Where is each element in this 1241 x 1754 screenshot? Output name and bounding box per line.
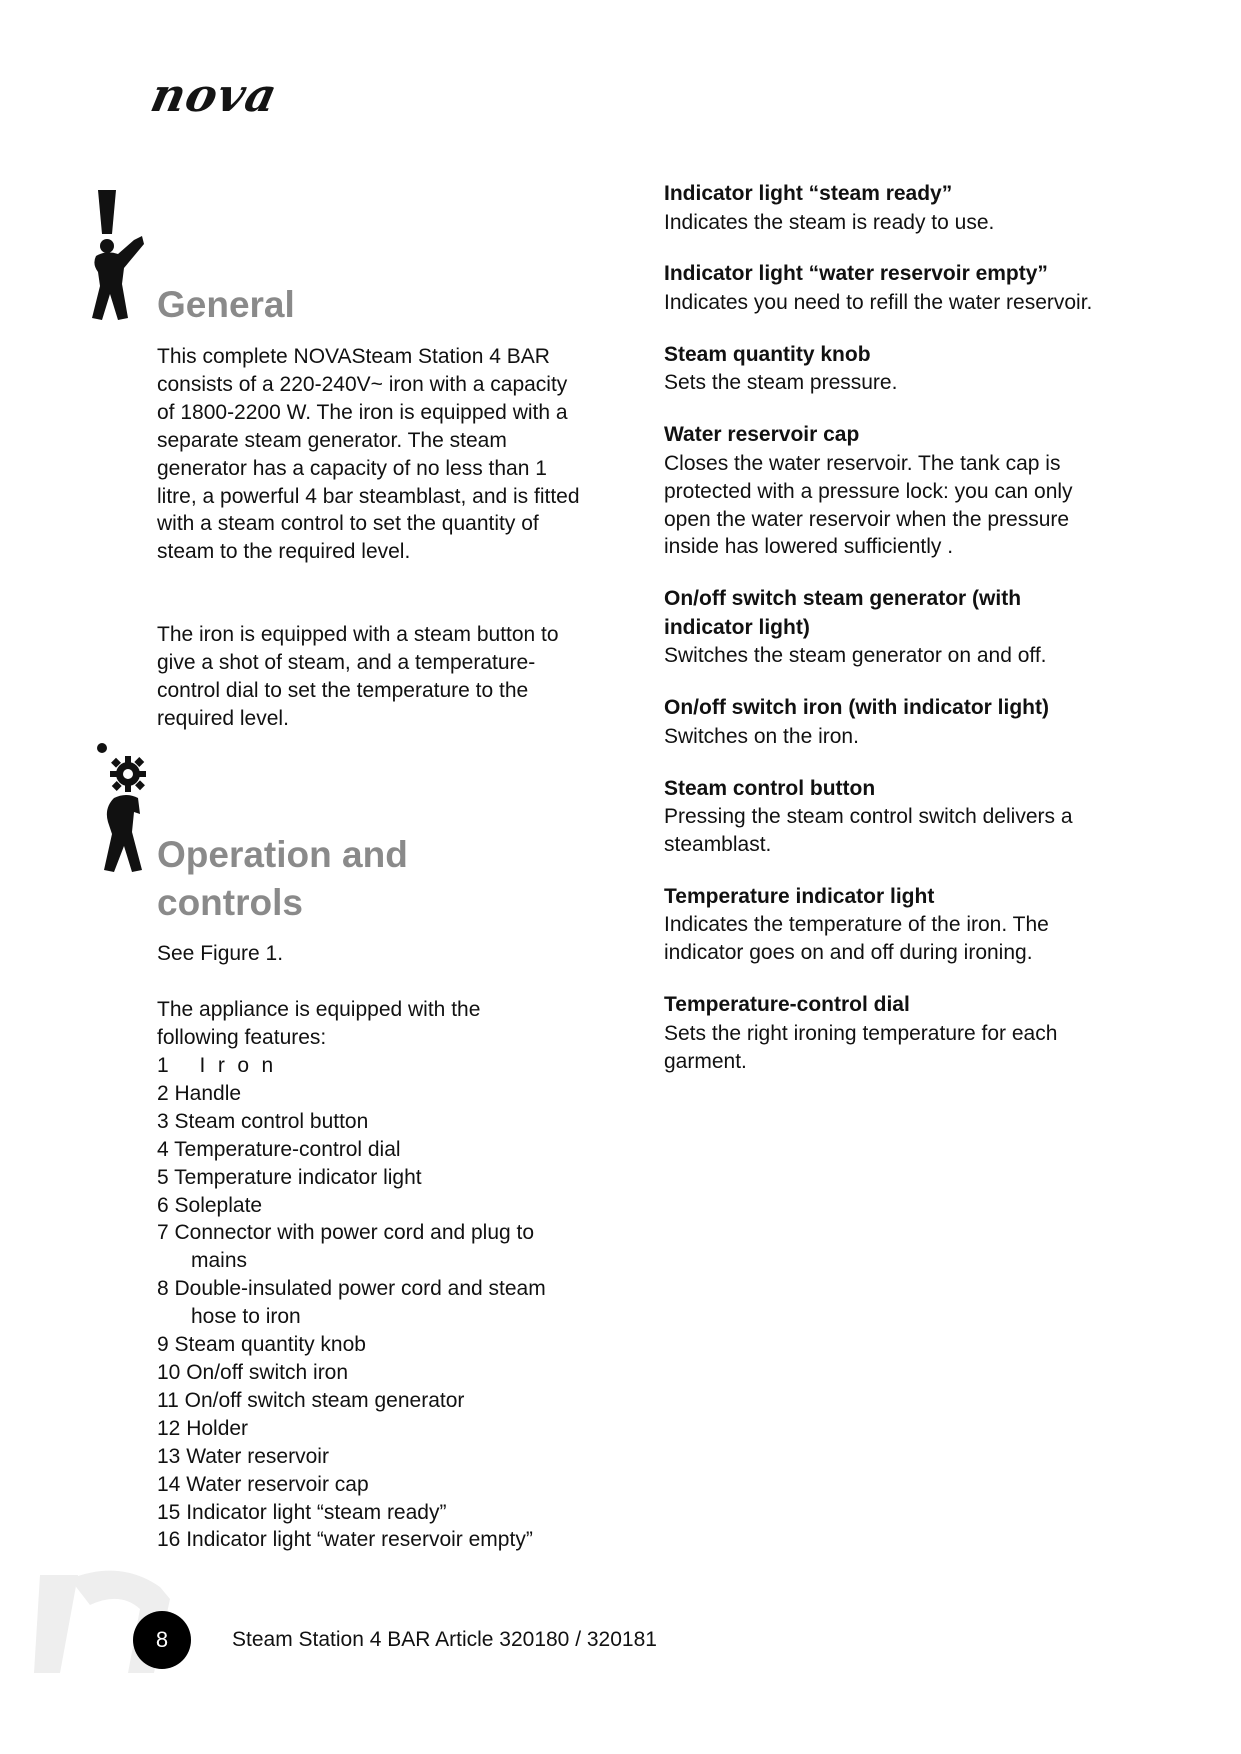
list-item: 16 Indicator light “water reservoir empty”	[157, 1528, 533, 1552]
list-item: 10 On/off switch iron	[157, 1360, 349, 1384]
entry-iron-switch	[664, 694, 1104, 750]
list-item: 13 Water reservoir	[157, 1444, 329, 1468]
general-paragraph-1: This complete NOVASteam Station 4 BAR consists of a 220-240V~ iron with a capacity of 1800-2200 W. The iron is equipped with a separate steam generator. The steam generator has a capacity of no less than 1 litre, a powerful 4 bar steamblast, and is fitted with a steam control to set the quantity of steam to the required level.	[157, 345, 580, 564]
entry-title: Indicator light “steam ready”	[664, 182, 953, 205]
entry-title: Water reservoir cap	[664, 423, 860, 447]
entry-description: Closes the water reservoir. The tank cap is protected with a pressure lock: you can only open the water reservoir when the pressure inside has lowered sufficiently .	[664, 451, 1073, 559]
list-item: 12 Holder	[157, 1416, 249, 1440]
entry-title: Temperature-control dial	[664, 993, 910, 1017]
list-item: 8 Double-insulated power cord and steam hose to iron	[157, 1277, 546, 1329]
entry-steam-control-button	[664, 775, 1104, 859]
entry-title: Temperature indicator light	[664, 884, 935, 908]
entry-description: Indicates you need to refill the water reservoir.	[664, 290, 1093, 314]
list-item: 1 Iron	[157, 1054, 286, 1077]
see-figure-text: See Figure 1.	[157, 942, 284, 965]
list-item: 11 On/off switch steam generator	[157, 1388, 465, 1412]
list-item: 5 Temperature indicator light	[157, 1165, 422, 1189]
entry-temperature-dial	[664, 991, 1104, 1075]
operation-heading-line-2: controls	[157, 882, 303, 923]
warning-figure-icon	[88, 188, 158, 324]
entry-description: Indicates the steam is ready to use.	[664, 210, 995, 234]
list-item: 4 Temperature-control dial	[157, 1137, 401, 1161]
general-paragraph-2: The iron is equipped with a steam button to give a shot of steam, and a temperature-control dial to set the temperature to the required level.	[157, 623, 559, 730]
entry-title: On/off switch iron (with indicator light)	[664, 696, 1049, 720]
list-item: 15 Indicator light “steam ready”	[157, 1500, 447, 1524]
entry-title: Steam quantity knob	[664, 342, 871, 366]
list-item: 2 Handle	[157, 1081, 242, 1105]
entry-steam-quantity-knob	[664, 341, 1104, 397]
list-item: 7 Connector with power cord and plug to mains	[157, 1221, 535, 1273]
nova-logo: nova	[146, 68, 283, 122]
list-item: 9 Steam quantity knob	[157, 1333, 366, 1357]
entry-description: Switches on the iron.	[664, 724, 859, 748]
entry-title: On/off switch steam generator (with indicator light)	[664, 587, 1022, 639]
general-heading: General	[157, 284, 295, 325]
right-column	[664, 180, 1104, 1100]
entry-description: Indicates the temperature of the iron. The indicator goes on and off during ironing.	[664, 913, 1049, 965]
entry-steam-ready	[664, 180, 1104, 236]
entry-water-reservoir-cap	[664, 421, 1104, 561]
gear-figure-icon	[96, 742, 156, 878]
entry-title: Indicator light “water reservoir empty”	[664, 262, 1048, 286]
entry-temperature-indicator	[664, 883, 1104, 967]
entry-description: Pressing the steam control switch delivers a steamblast.	[664, 805, 1073, 857]
features-intro: The appliance is equipped with the following features:	[157, 998, 481, 1049]
footer-article-text: Steam Station 4 BAR Article 320180 / 320181	[232, 1628, 657, 1651]
entry-description: Sets the right ironing temperature for each garment.	[664, 1021, 1058, 1073]
entry-water-reservoir-empty	[664, 260, 1104, 316]
list-item: 3 Steam control button	[157, 1109, 369, 1133]
entry-description: Switches the steam generator on and off.	[664, 644, 1047, 668]
list-item: 14 Water reservoir cap	[157, 1472, 369, 1496]
entry-title: Steam control button	[664, 776, 876, 800]
list-item: 6 Soleplate	[157, 1193, 263, 1217]
entry-description: Sets the steam pressure.	[664, 371, 898, 395]
operation-heading-line-1: Operation and	[157, 834, 408, 875]
entry-steam-generator-switch	[664, 585, 1104, 670]
features-list	[157, 1052, 597, 1554]
page-number-badge: 8	[133, 1611, 191, 1669]
